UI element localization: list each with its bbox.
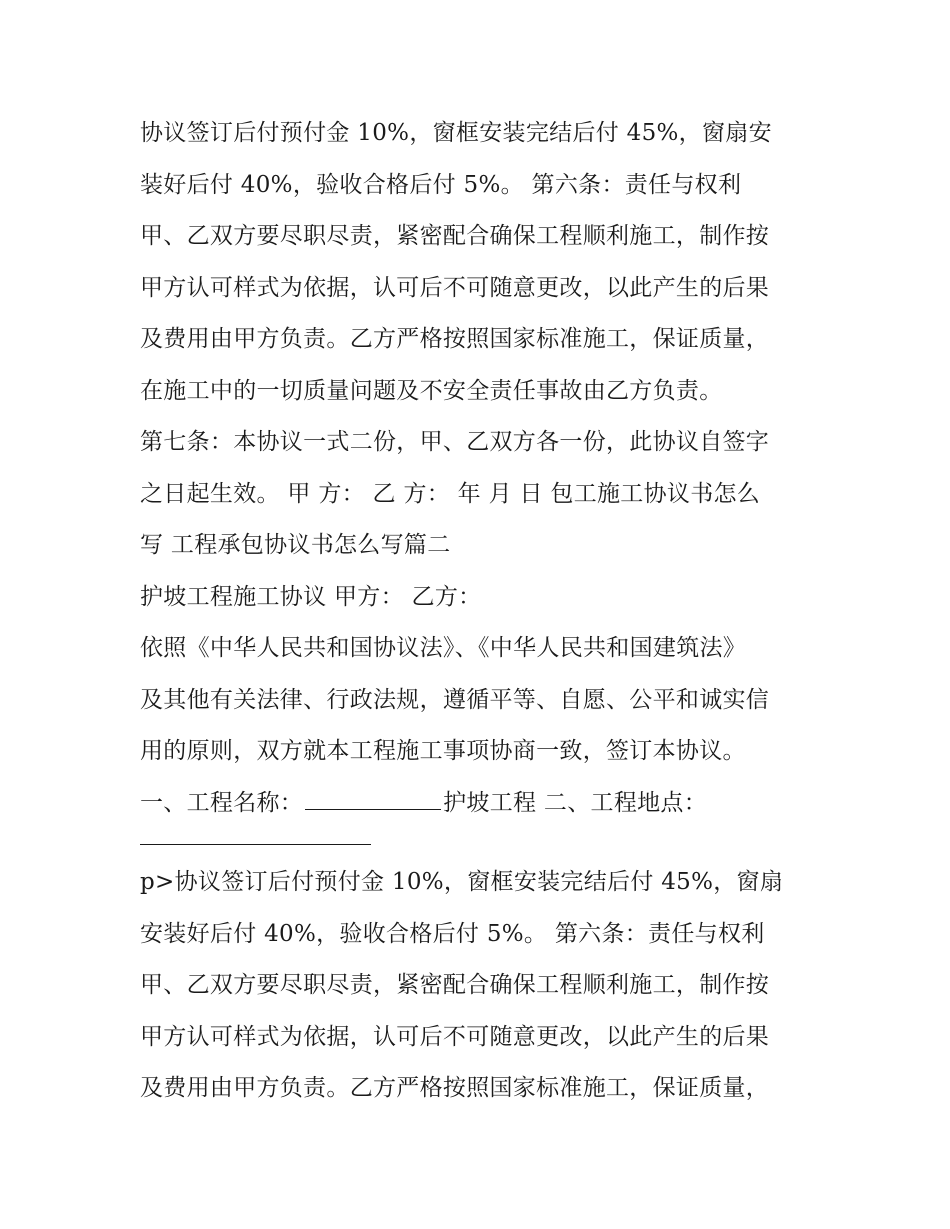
text-line: 在施工中的一切质量问题及不安全责任事故由乙方负责。	[140, 377, 723, 404]
text-line: 装好后付 40%，验收合格后付 5%。 第六条：责任与权利	[140, 171, 742, 198]
text-line: 依照《中华人民共和国协议法》、《中华人民共和国建筑法》	[140, 635, 747, 661]
text-line: 之日起生效。 甲 方： 乙 方： 年 月 日 包工施工协议书怎么	[140, 480, 761, 507]
text-line: 甲、乙双方要尽职尽责，紧密配合确保工程顺利施工，制作按	[140, 223, 770, 249]
project-name-line	[140, 778, 820, 830]
fill-in-blank	[305, 789, 441, 810]
text-line: 护坡工程施工协议 甲方： 乙方：	[140, 583, 482, 610]
text-line: 用的原则，双方就本工程施工事项协商一致，签订本协议。	[140, 738, 746, 764]
text-line: 甲方认可样式为依据，认可后不可随意更改，以此产生的后果	[140, 274, 770, 301]
text-line: 及费用由甲方负责。乙方严格按照国家标准施工，保证质量，	[140, 326, 770, 352]
text-line: 及其他有关法律、行政法规，遵循平等、自愿、公平和诚实信	[140, 686, 770, 713]
text-line: 协议签订后付预付金 10%，窗框安装完结后付 45%，窗扇安	[140, 120, 772, 146]
text-line: 甲、乙双方要尽职尽责，紧密配合确保工程顺利施工，制作按	[140, 972, 770, 998]
text-line: 及费用由甲方负责。乙方严格按照国家标准施工，保证质量，	[140, 1075, 770, 1101]
text-line: 安装好后付 40%，验收合格后付 5%。 第六条：责任与权利	[140, 920, 765, 947]
text-line: p>协议签订后付预付金 10%，窗框安装完结后付 45%，窗扇	[140, 869, 784, 895]
project-name-label: 一、工程名称：	[140, 789, 304, 816]
text-line: 写 工程承包协议书怎么写篇二	[140, 532, 451, 558]
text-line: 甲方认可样式为依据，认可后不可随意更改，以此产生的后果	[140, 1023, 770, 1050]
text-line: 第七条：本协议一式二份，甲、乙双方各一份，此协议自签字	[140, 429, 770, 455]
document-body-continued	[140, 857, 820, 1115]
fill-in-blank-rule	[140, 844, 371, 845]
document-body	[140, 108, 820, 829]
project-name-suffix: 护坡工程 二、工程地点：	[443, 789, 708, 816]
